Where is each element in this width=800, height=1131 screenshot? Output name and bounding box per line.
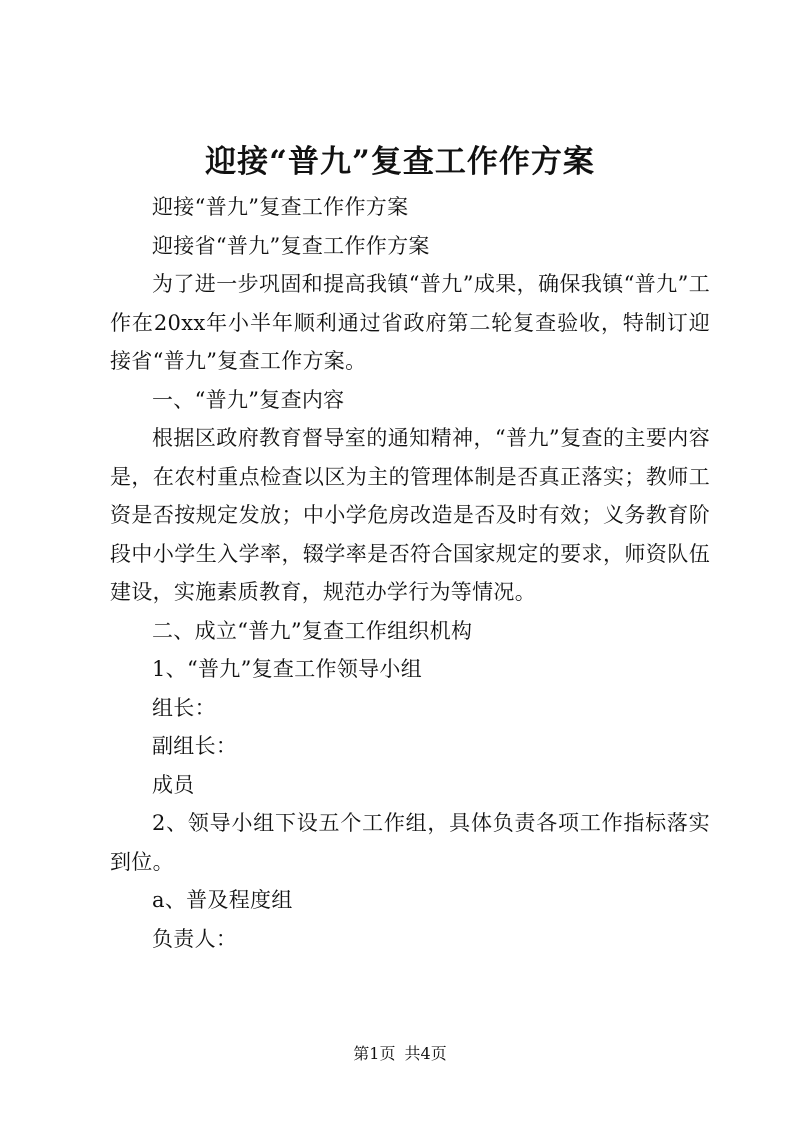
field-responsible-person: 负责人： bbox=[152, 926, 238, 951]
section-heading-content: 一、“普九”复查内容 bbox=[152, 387, 345, 412]
paragraph-work-groups: 2、领导小组下设五个工作组，具体负责各项工作指标落实到位。 bbox=[110, 811, 710, 874]
paragraph-intro: 为了进一步巩固和提高我镇“普九”成果，确保我镇“普九”工作在20xx年小半年顺利通过省政府第二轮复查验收，特制订迎接省“普九”复查工作方案。 bbox=[110, 272, 710, 373]
field-members: 成员 bbox=[152, 772, 195, 797]
field-deputy-leader: 副组长： bbox=[152, 734, 238, 758]
section-heading-organization: 二、成立“普九”复查工作组织机构 bbox=[152, 618, 473, 643]
page-total: 共4页 bbox=[404, 1044, 447, 1063]
paragraph-subtitle: 迎接“普九”复查工作作方案 bbox=[152, 195, 409, 219]
paragraph-content: 根据区政府教育督导室的通知精神，“普九”复查的主要内容是，在农村重点检查以区为主的管理体制是否真正落实；教师工资是否按规定发放；中小学危房改造是否及时有效；义务教育阶段中小学生入学率，辍学率是否符合国家规定的要求，师资队伍建设，实施素质教育，规范办学行为等情况。 bbox=[110, 426, 710, 604]
field-group-leader: 组长： bbox=[152, 695, 216, 720]
page-number: 第1页 bbox=[353, 1044, 396, 1063]
document-body bbox=[110, 188, 710, 958]
page-footer bbox=[0, 1043, 800, 1065]
document-title: 迎接“普九”复查工作作方案 bbox=[205, 144, 595, 180]
subheading-coverage-group: a、普及程度组 bbox=[152, 888, 293, 912]
subheading-leading-group: 1、“普九”复查工作领导小组 bbox=[152, 657, 423, 681]
paragraph-subtitle-province: 迎接省“普九”复查工作作方案 bbox=[152, 233, 430, 258]
